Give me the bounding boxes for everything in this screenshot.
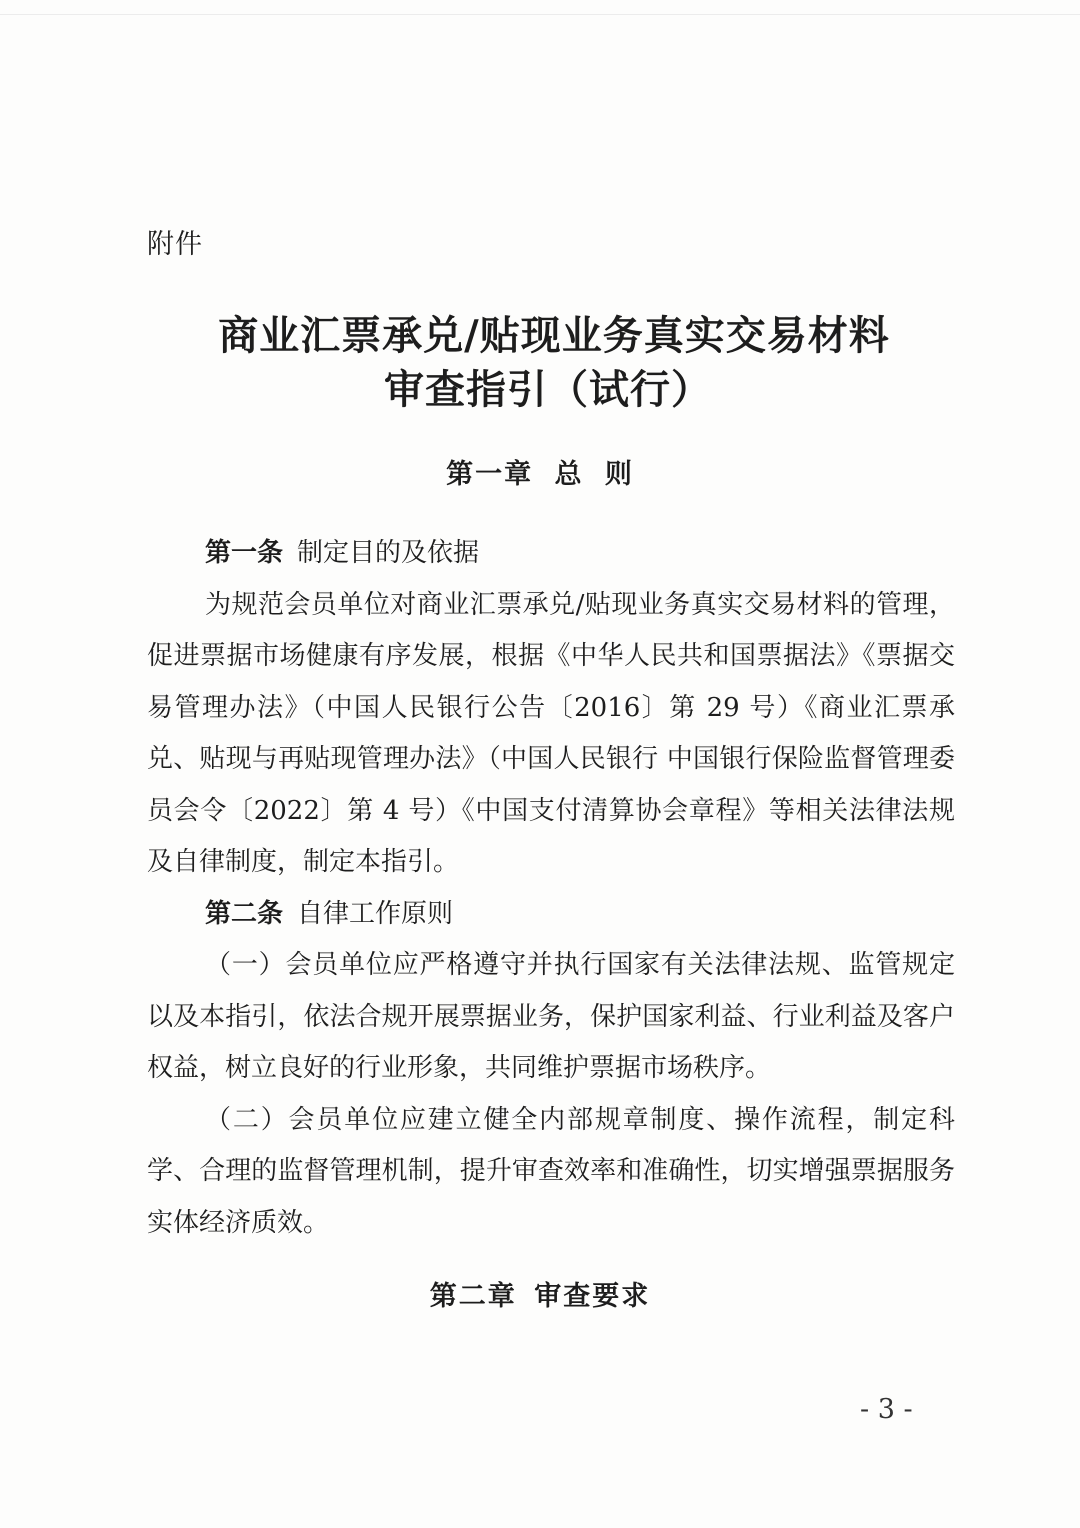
chapter-1-heading: 第一章 总 则: [446, 459, 634, 490]
chapter-2-heading: 第二章 审查要求: [429, 1281, 651, 1312]
article-2-number: 第二条: [205, 898, 284, 929]
document-body: [147, 528, 955, 1249]
article-2-item-1: （一）会员单位应严格遵守并执行国家有关法律法规、监管规定以及本指引，依法合规开展票据业务，保护国家利益、行业利益及客户权益，树立良好的行业形象，共同维护票据市场秩序。: [147, 950, 955, 1083]
article-1-heading: [147, 528, 955, 580]
page-number: - 3 -: [860, 1394, 913, 1425]
article-2-subject: 自律工作原则: [297, 898, 454, 929]
article-1-paragraph: 为规范会员单位对商业汇票承兑/贴现业务真实交易材料的管理，促进票据市场健康有序发展，根据《中华人民共和国票据法》《票据交易管理办法》（中国人民银行公告〔2016〕第 29 号）《商业汇票承兑、贴现与再贴现管理办法》（中国人民银行 中国银行保险监督管理委员会令〔2022〕第 4 号）《中国支付清算协会章程》等相关法律法规及自律制度，制定本指引。: [147, 589, 955, 877]
article-1-number: 第一条: [205, 538, 284, 568]
attachment-label: 附件: [147, 229, 203, 260]
article-2-item-2: （二）会员单位应建立健全内部规章制度、操作流程，制定科学、合理的监督管理机制，提升审查效率和准确性，切实增强票据服务实体经济质效。: [147, 1104, 955, 1238]
article-1-subject: 制定目的及依据: [297, 538, 480, 568]
scan-top-edge: [0, 14, 1080, 15]
document-title-line1: 商业汇票承兑/贴现业务真实交易材料: [218, 312, 890, 359]
article-2-heading: [147, 889, 955, 941]
document-title-line2: 审查指引（试行）: [384, 366, 712, 413]
